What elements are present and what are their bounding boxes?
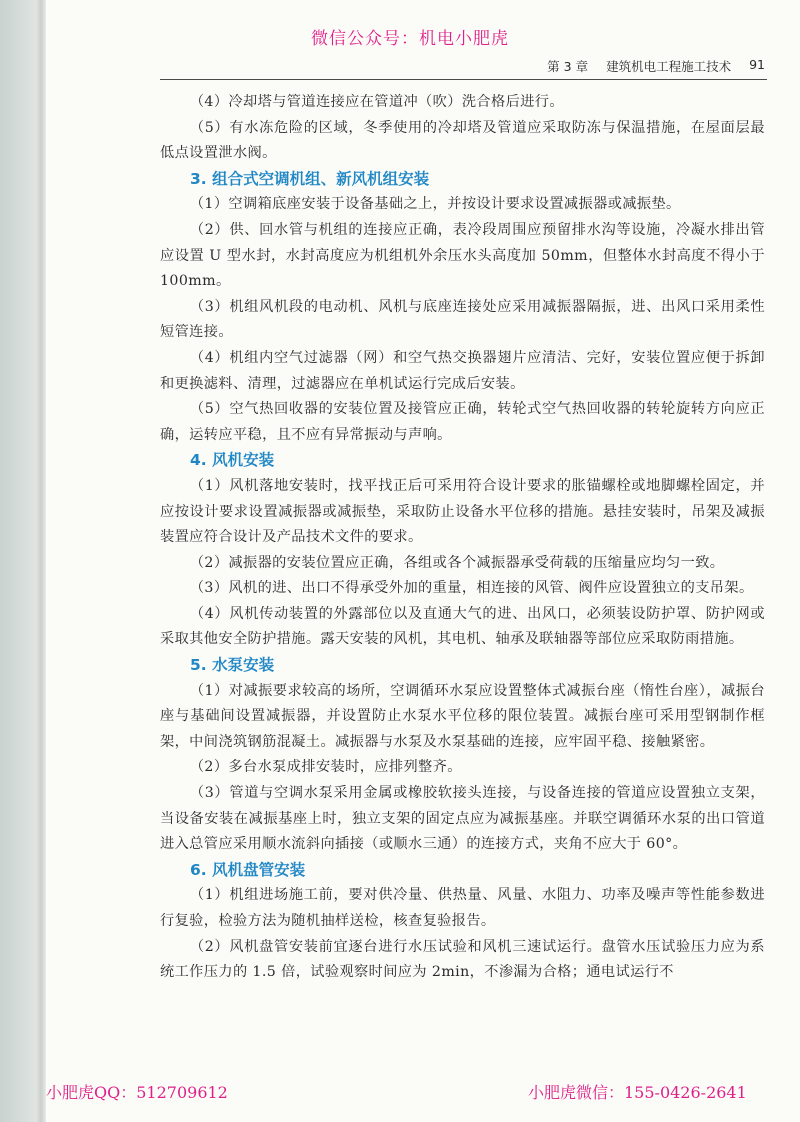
section-heading: 4. 风机安装 <box>190 451 275 470</box>
paragraph: （1）机组进场施工前，要对供冷量、供热量、风量、水阻力、功率及噪声等性能参数进行复验，检验方法为随机抽样送检，核查复验报告。 <box>160 887 765 929</box>
paragraph: （1）空调箱底座安装于设备基础之上，并按设计要求设置减振器或减振垫。 <box>189 196 681 213</box>
page-binding-edge <box>36 0 46 1122</box>
paragraph: （3）机组风机段的电动机、风机与底座连接处应采用减振器隔振，进、出风口采用柔性短管连接。 <box>160 298 765 341</box>
header-rule <box>160 79 767 80</box>
page-number: 91 <box>749 57 765 72</box>
paragraph: （5）有水冻危险的区域，冬季使用的冷却塔及管道应采取防冻与保温措施，在屋面层最低点设置泄水阀。 <box>160 119 765 162</box>
section-heading: 6. 风机盘管安装 <box>190 860 306 879</box>
paragraph: （4）风机传动装置的外露部位以及直通大气的进、出风口，必须装设防护罩、防护网或采取其他安全防护措施。露天安装的风机，其电机、轴承及联轴器等部位应采取防雨措施。 <box>160 605 765 648</box>
page-body <box>160 90 765 986</box>
watermark-top: 微信公众号：机电小肥虎 <box>311 29 509 49</box>
paragraph: （2）多台水泵成排安装时，应排列整齐。 <box>189 759 462 776</box>
paragraph: （3）管道与空调水泵采用金属或橡胶软接头连接，与设备连接的管道应设置独立支架，当设备安装在减振基座上时，独立支架的固定点应为减振基座。并联空调循环水泵的出口管道进入总管应采用顺水流斜向插接（或顺水三通）的连接方式，夹角不应大于 60°。 <box>160 785 765 853</box>
watermark-wechat: 小肥虎微信：155-0426-2641 <box>528 1083 747 1102</box>
chapter-label: 第 3 章 <box>547 59 589 74</box>
paragraph: （2）风机盘管安装前宜逐台进行水压试验和风机三速试运行。盘管水压试验压力应为系统工作压力的 1.5 倍，试验观察时间应为 2min，不渗漏为合格；通电试运行不 <box>160 938 765 981</box>
chapter-title: 建筑机电工程施工技术 <box>606 59 732 74</box>
section-heading: 3. 组合式空调机组、新风机组安装 <box>190 169 430 188</box>
watermark-qq: 小肥虎QQ：512709612 <box>46 1083 228 1102</box>
paragraph: （2）供、回水管与机组的连接应正确，表冷段周围应预留排水沟等设施，冷凝水排出管应设置 U 型水封，水封高度应为机组机外余压水头高度加 50mm，但整体水封高度不得小于 100mm。 <box>160 221 765 290</box>
paragraph: （3）风机的进、出口不得承受外加的重量，相连接的风管、阀件应设置独立的支吊架。 <box>189 580 754 597</box>
paragraph: （1）对减振要求较高的场所，空调循环水泵应设置整体式减振台座（惰性台座），减振台座与基础间设置减振器，并设置防止水泵水平位移的限位装置。减振台座可采用型钢制作框架，中间浇筑钢筋混凝土。减振器与水泵及水泵基础的连接，应牢固平稳、接触紧密。 <box>160 682 765 750</box>
paragraph: （4）冷却塔与管道连接应在管道冲（吹）洗合格后进行。 <box>189 94 564 110</box>
paragraph: （4）机组内空气过滤器（网）和空气热交换器翅片应清洁、完好，安装位置应便于拆卸和更换滤料、清理，过滤器应在单机试运行完成后安装。 <box>160 349 765 392</box>
paragraph: （1）风机落地安装时，找平找正后可采用符合设计要求的胀锚螺栓或地脚螺栓固定，并应按设计要求设置减振器或减振垫，采取防止设备水平位移的措施。悬挂安装时，吊架及减振装置应符合设计及产品技术文件的要求。 <box>160 477 765 546</box>
paragraph: （2）减振器的安装位置应正确，各组或各个减振器承受荷载的压缩量应均匀一致。 <box>189 554 725 571</box>
section-heading: 5. 水泵安装 <box>190 656 275 675</box>
paragraph: （5）空气热回收器的安装位置及接管应正确，转轮式空气热回收器的转轮旋转方向应正确，运转应平稳，且不应有异常振动与声响。 <box>160 401 765 443</box>
running-header <box>540 57 765 75</box>
